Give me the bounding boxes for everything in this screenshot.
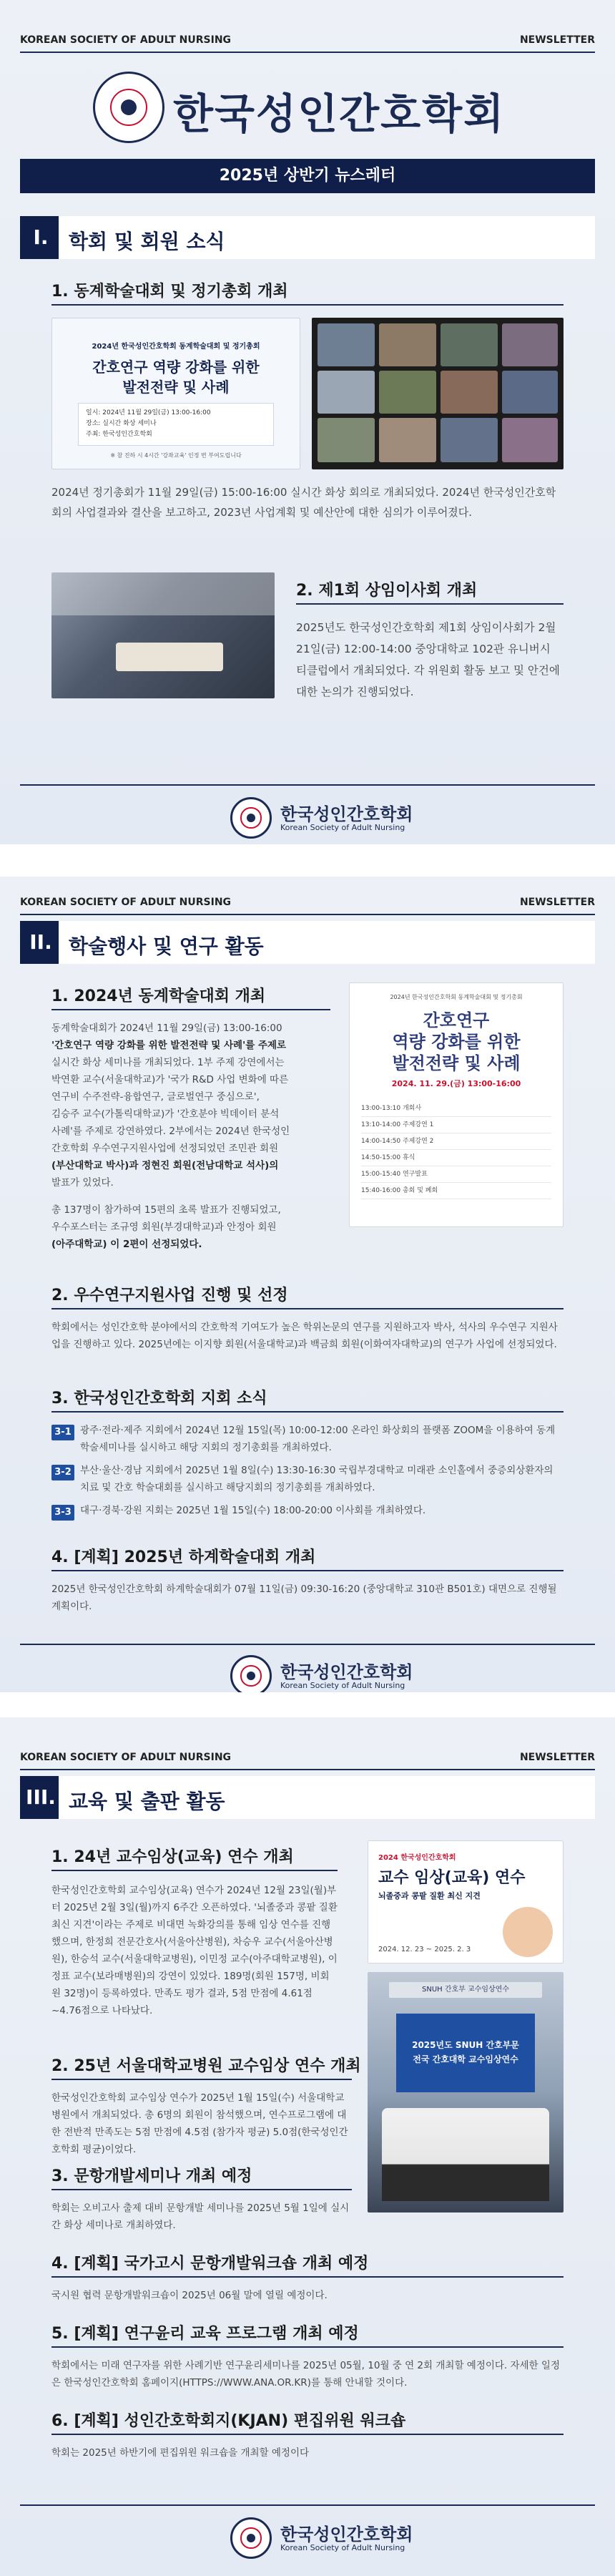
footer-name-en: Korean Society of Adult Nursing <box>280 823 405 832</box>
newsletter-label: NEWSLETTER <box>519 34 595 46</box>
branch-news: 대구·경북·강원 지회는 2025년 1월 15일(수) 18:00-20:00 이사회를 개최하였다. <box>80 1505 426 1516</box>
article-title: 4. [계획] 국가고시 문항개발워크숍 개최 예정 <box>51 2251 564 2278</box>
schedule-row: 14:50-15:00 휴식 <box>361 1150 551 1166</box>
page-footer <box>0 2510 615 2567</box>
article-title: 2. 제1회 상임이사회 개최 <box>296 578 564 605</box>
article-body: 학회에서는 성인간호학 분야에서의 간호학적 기여도가 높은 학위논문의 연구를 지원하고자 박사, 석사의 우수연구 지원사업을 진행하고 있다. 2025년에는 이지향 회원(서울대학교)과 백금희 회원(이화여자대학교)의 연구가 사업에 선정되었다. <box>51 1322 558 1350</box>
schedule-row: 13:10-14:00 주제강연 1 <box>361 1117 551 1133</box>
article-body: 국시원 협력 문항개발워크숍이 2025년 06월 말에 열릴 예정이다. <box>51 2290 328 2301</box>
poster-kicker: 2024년 한국성인간호학회 동계학술대회 및 정기총회 <box>92 343 260 351</box>
body-line: '간호연구 역량 강화를 위한 발전전략 및 사례'를 주제로 <box>51 1040 287 1051</box>
divider <box>20 52 595 53</box>
screen-line: 전국 간호대학 교수임상연수 <box>413 2054 518 2064</box>
poster-info-line: 일시: 2024년 11월 29일(금) 13:00-16:00 <box>86 409 211 416</box>
body-line: 사례'를 주제로 강연하였다. 2부에서는 2024년 한국성인 <box>51 1126 290 1137</box>
poster-kicker: 2024년 한국성인간호학회 동계학술대회 및 정기총회 <box>390 994 523 1000</box>
section-header-2 <box>20 921 595 964</box>
body-line: 간호학회 우수연구지원사업에 선정되었던 조민관 회원 <box>51 1143 279 1154</box>
branch-tag: 3-2 <box>51 1465 74 1480</box>
body-line: 발표가 있었다. <box>51 1177 114 1189</box>
section-header-3 <box>20 1776 595 1819</box>
divider <box>20 784 595 786</box>
article-title: 5. [계획] 연구윤리 교육 프로그램 개최 예정 <box>51 2321 564 2348</box>
article-body <box>51 1020 338 1253</box>
article-body: 한국성인간호학회 교수임상(교육) 연수가 2024년 12월 23일(월)부터 2025년 2월 3일(월)까지 6주간 오픈하였다. '뇌졸중과 콩팥 질환 최신 지견'이라는 주제로 비대면 녹화강의를 통해 임상 연수를 진행했으며, 한정희 전문간호사(서울아산병원), 차승우 교수(서울아산병원), 한승석 교수(서울대학교병원), 이민정 교수(아주대학교병원), 이정표 교수(보라매병원)의 강연이 있었다. 189명(회원 157명, 비회원 32명)이 등록하였다. 만족도 평가 결과, 5점 만점에 4.61점~4.76점으로 나타났다. <box>51 1885 338 2016</box>
section-number: II. <box>23 921 59 964</box>
branch-news: 광주·전라·제주 지회에서 2024년 12월 15일(목) 10:00-12:00 온라인 화상회의 플랫폼 ZOOM을 이용하여 동계학술세미나를 실시하고 해당 지회의 정기총회를 개최하였다. <box>80 1425 556 1453</box>
newsletter-page-1 <box>0 0 615 844</box>
conference-poster-image <box>349 982 564 1227</box>
society-name-en: KOREAN SOCIETY OF ADULT NURSING <box>20 34 232 46</box>
poster-kicker: 2024 한국성인간호학회 <box>378 1854 456 1862</box>
article-body: 학회는 2025년 하반기에 편집위원 워크숍을 개최할 예정이다 <box>51 2447 310 2459</box>
article-title: 3. 한국성인간호학회 지회 소식 <box>51 1386 564 1413</box>
section-title: 학술행사 및 연구 활동 <box>69 935 264 958</box>
section-number: III. <box>23 1776 59 1819</box>
society-name-en: KOREAN SOCIETY OF ADULT NURSING <box>20 1752 232 1763</box>
article-title: 2. 우수연구지원사업 진행 및 선정 <box>51 1283 564 1309</box>
poster-title: 교수 임상(교육) 연수 <box>378 1869 526 1887</box>
event-poster-image <box>51 318 300 469</box>
article-body: 2025년도 한국성인간호학회 제1회 상임이사회가 2월 21일(금) 12:00-14:00 중앙대학교 102관 유니버시티클럽에서 개최되었다. 각 위원회 활동 보고 및 안건에 대한 논의가 진행되었다. <box>296 621 560 698</box>
schedule-row: 15:00-15:40 연구발표 <box>361 1166 551 1183</box>
poster-date: 2024. 11. 29.(금) 13:00-16:00 <box>391 1079 521 1088</box>
body-line: 총 137명이 참가하여 15편의 초록 발표가 진행되었고, <box>51 1204 281 1216</box>
poster-info-box <box>78 403 274 446</box>
top-bar <box>20 892 595 912</box>
photo-screen <box>396 2014 535 2092</box>
poster-date: 2024. 12. 23 ~ 2025. 2. 3 <box>378 1946 471 1953</box>
article-body: 한국성인간호학회 교수임상 연수가 2025년 1월 15일(수) 서울대학교병원에서 개최되었다. 총 6명의 회원이 참석했으며, 연수프로그램에 대한 전반적 만족도는 5점 만점에 4.5점 (참가자 평균) 5.0점(한국성인간호학회 평균)이었다. <box>51 2092 348 2155</box>
masthead-logo <box>93 72 522 143</box>
board-meeting-photo <box>51 572 275 698</box>
poster-info-line: 장소: 실시간 화상 세미나 <box>86 420 157 427</box>
article-title: 1. 24년 교수임상(교육) 연수 개최 <box>51 1845 338 1871</box>
body-line: 우수포스터는 조규영 회원(부경대학교)과 안정아 회원 <box>51 1221 277 1233</box>
article-title: 4. [계획] 2025년 하계학술대회 개최 <box>51 1545 564 1571</box>
schedule-row: 15:40-16:00 총회 및 폐회 <box>361 1183 551 1199</box>
footer-name-en: Korean Society of Adult Nursing <box>280 2543 405 2552</box>
top-bar <box>20 1747 595 1767</box>
schedule-row: 13:00-13:10 개회사 <box>361 1101 551 1117</box>
issue-banner: 2025년 상반기 뉴스레터 <box>20 159 595 193</box>
footer-name-en: Korean Society of Adult Nursing <box>280 1681 405 1690</box>
branch-tag: 3-1 <box>51 1425 74 1440</box>
newsletter-page-2 <box>0 877 615 1692</box>
poster-title-3: 발전전략 및 사례 <box>392 1053 521 1073</box>
masthead-title: 한국성인간호학회 <box>173 89 506 138</box>
section-number: I. <box>23 216 59 259</box>
branch-tag: 3-3 <box>51 1505 74 1521</box>
training-group-photo <box>368 1972 564 2212</box>
poster-note: ※ 참 진하 시 4시간 '강좌교육' 인정 번 부여도립니다 <box>110 452 242 459</box>
schedule-row: 14:00-14:50 주제강연 2 <box>361 1133 551 1150</box>
footer-name-ko: 한국성인간호학회 <box>280 2524 413 2545</box>
body-line: 박연환 교수(서울대학교)가 '국가 R&D 사업 변화에 따른 <box>51 1074 289 1085</box>
emblem-icon <box>93 72 164 143</box>
zoom-meeting-image <box>312 318 564 469</box>
divider <box>20 1644 595 1645</box>
body-line: (부산대학교 박사)과 정현진 회원(전남대학교 석사)의 <box>51 1160 279 1171</box>
emblem-icon <box>230 1655 272 1697</box>
photo-sign: SNUH 간호부 교수임상연수 <box>389 1982 542 1998</box>
article-title: 2. 25년 서울대학교병원 교수임상 연수 개최 <box>51 2054 352 2080</box>
newsletter-label: NEWSLETTER <box>519 1752 595 1763</box>
newsletter-label: NEWSLETTER <box>519 897 595 908</box>
article-title: 1. 동계학술대회 및 정기총회 개최 <box>51 279 564 306</box>
article-body: 학회는 오비고사 출제 대비 문항개발 세미나를 2025년 5월 1일에 실시간 화상 세미나로 개최하였다. <box>51 2202 350 2231</box>
poster-title-2: 역량 강화를 위한 <box>392 1032 521 1052</box>
body-line: (아주대학교) 이 2편이 선정되었다. <box>51 1239 202 1250</box>
screen-line: 2025년도 SNUH 간호부문 <box>412 2040 519 2050</box>
section-title: 교육 및 출판 활동 <box>69 1790 225 1813</box>
newsletter-page-3 <box>0 1717 615 2576</box>
page-footer <box>0 1648 615 1691</box>
body-line: 동계학술대회가 2024년 11월 29일(금) 13:00-16:00 <box>51 1023 282 1034</box>
article-title: 3. 문항개발세미나 개최 예정 <box>51 2164 352 2190</box>
article-title: 1. 2024년 동계학술대회 개최 <box>51 984 330 1010</box>
poster-title-1: 간호연구 역량 강화를 위한 <box>92 358 260 376</box>
society-name-en: KOREAN SOCIETY OF ADULT NURSING <box>20 897 232 908</box>
poster-title-1: 간호연구 <box>423 1010 490 1030</box>
section-title: 학회 및 회원 소식 <box>69 230 225 253</box>
education-poster-image <box>368 1840 564 1963</box>
footer-name-ko: 한국성인간호학회 <box>280 1662 413 1682</box>
poster-title-2: 발전전략 및 사례 <box>122 379 230 396</box>
divider <box>20 1769 595 1770</box>
divider <box>20 2504 595 2506</box>
page-footer <box>0 790 615 847</box>
spacer <box>51 1191 338 1201</box>
section-header-1 <box>20 216 595 259</box>
divider <box>20 914 595 915</box>
poster-info-line: 주최: 한국성인간호학회 <box>86 431 152 438</box>
footer-name-ko: 한국성인간호학회 <box>280 804 413 824</box>
body-line: 김승주 교수(가톨릭대학교)가 '간호분야 빅데이터 분석 <box>51 1108 280 1120</box>
page-gap <box>0 844 615 877</box>
poster-subtitle: 뇌졸중과 콩팥 질환 최신 지견 <box>378 1891 481 1901</box>
article-body: 2025년 한국성인간호학회 하계학술대회가 07월 11일(금) 09:30-16:20 (중앙대학교 310관 B501호) 대면으로 진행될 계획이다. <box>51 1584 557 1612</box>
emblem-icon <box>230 2517 272 2559</box>
article-body: 2024년 정기총회가 11월 29일(금) 15:00-16:00 실시간 화상 회의로 개최되었다. 2024년 한국성인간호학회의 사업결과와 결산을 보고하고, 2023년 사업계획 및 예산안에 대한 심의가 이루어졌다. <box>51 486 556 519</box>
branch-news: 부산·울산·경남 지회에서 2025년 1월 8일(수) 13:30-16:30 국립부경대학교 미래관 소인홀에서 중증외상환자의 치료 및 간호 학술대회를 실시하고 해당지회의 정기총회를 개최하였다. <box>80 1465 554 1493</box>
poster-schedule <box>361 1101 551 1215</box>
emblem-icon <box>230 797 272 839</box>
page-gap <box>0 1692 615 1717</box>
body-line: 실시간 화상 세미나를 개최되었다. 1부 주제 강연에서는 <box>51 1057 285 1068</box>
illustration-icon <box>503 1907 553 1957</box>
top-bar <box>20 30 595 50</box>
article-body: 학회에서는 미래 연구자를 위한 사례기반 연구윤리세미나를 2025년 05월, 10월 중 연 2회 개최할 예정이다. 자세한 일정은 한국성인간호학회 홈페이지(HTTPS://WWW.ANA.OR.KR)를 통해 안내할 것이다. <box>51 2360 561 2389</box>
body-line: 연구비 수주전략-융합연구, 글로벌연구 중심으로', <box>51 1091 260 1103</box>
article-title: 6. [계획] 성인간호학회지(KJAN) 편집위원 워크숍 <box>51 2409 564 2435</box>
